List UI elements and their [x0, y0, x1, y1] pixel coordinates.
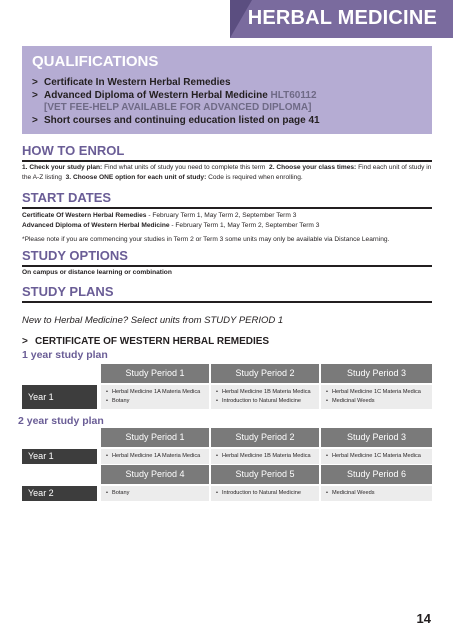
study-period-header: Study Period 4	[101, 465, 209, 484]
unit-name: Herbal Medicine 1C Materia Medica	[332, 453, 421, 459]
start-dates-note: *Please note if you are commencing your studies in Term 2 or Term 3 some units may only be available via Distance Learning.	[22, 236, 390, 243]
diploma-label: Advanced Diploma of Western Herbal Medicine	[22, 222, 170, 229]
study-period-cell	[321, 385, 432, 409]
unit-name: Botany	[112, 490, 130, 496]
unit-name: Botany	[112, 398, 130, 404]
year-label: Year 1	[22, 449, 97, 464]
qualifications-box	[22, 46, 432, 134]
unit-name: Herbal Medicine 1B Materia Medica	[222, 453, 311, 459]
unit-name: Medicinal Weeds	[332, 490, 375, 496]
qualification-code: HLT60112	[270, 89, 317, 101]
two-year-header-row-b	[22, 465, 432, 484]
bullet-arrow: >	[32, 89, 38, 101]
section-divider	[22, 265, 432, 267]
section-divider	[22, 301, 432, 303]
how-to-enrol-text	[22, 163, 434, 183]
qualifications-title: QUALIFICATIONS	[32, 53, 159, 70]
study-period-cell	[101, 385, 209, 409]
step3-text: Code is required when enrolling.	[206, 174, 303, 181]
unit-name: Herbal Medicine 1B Materia Medica	[222, 389, 311, 395]
step1-label: 1. Check your study plan:	[22, 164, 103, 171]
study-period-header: Study Period 2	[211, 428, 319, 447]
unit-name: Herbal Medicine 1A Materia Medica	[112, 389, 201, 395]
certificate-label: Certificate Of Western Herbal Remedies	[22, 212, 147, 219]
unit-item: • Herbal Medicine 1C Materia Medica	[326, 389, 421, 395]
step3-label: 3. Choose ONE option for each unit of study:	[65, 174, 207, 181]
study-plans-intro: New to Herbal Medicine? Select units from STUDY PERIOD 1	[22, 315, 284, 326]
start-dates-text	[22, 211, 434, 245]
unit-item: • Herbal Medicine 1A Materia Medica	[106, 389, 201, 395]
header-blank	[22, 428, 101, 447]
unit-item: • Herbal Medicine 1B Materia Medica	[216, 389, 311, 395]
unit-item: • Botany	[106, 398, 130, 404]
bullet-arrow: >	[22, 336, 28, 347]
unit-item: • Introduction to Natural Medicine	[216, 490, 301, 496]
unit-item: • Herbal Medicine 1B Materia Medica	[216, 453, 311, 459]
qualifications-list	[32, 77, 320, 127]
study-period-cell	[101, 486, 209, 501]
banner-title: HERBAL MEDICINE	[247, 7, 437, 29]
step1-text: Find what units of study you need to complete this term	[102, 164, 266, 171]
unit-name: Introduction to Natural Medicine	[222, 490, 301, 496]
study-period-cell	[321, 486, 432, 501]
bullet-arrow: >	[32, 77, 38, 88]
unit-name: Herbal Medicine 1A Materia Medica	[112, 453, 201, 459]
section-divider	[22, 160, 432, 162]
header-blank	[22, 465, 101, 484]
one-year-plan-label: 1 year study plan	[22, 349, 108, 361]
bullet-arrow: >	[32, 114, 38, 126]
section-divider	[22, 207, 432, 209]
unit-item: • Introduction to Natural Medicine	[216, 398, 301, 404]
study-period-cell	[211, 449, 319, 464]
qualification-item	[32, 90, 320, 103]
step2-label: 2. Choose your class times:	[269, 164, 357, 171]
study-period-header: Study Period 6	[321, 465, 432, 484]
qualification-item	[32, 77, 320, 90]
study-period-header: Study Period 5	[211, 465, 319, 484]
unit-item: • Medicinal Weeds	[326, 398, 375, 404]
study-period-cell	[101, 449, 209, 464]
step2-text: Find each unit of study in the A-Z listing	[22, 164, 432, 181]
page-number: 14	[416, 611, 431, 626]
unit-item: • Herbal Medicine 1A Materia Medica	[106, 453, 201, 459]
two-year-header-row-a	[22, 428, 432, 447]
fee-help-note: [VET FEE-HELP AVAILABLE FOR ADVANCED DIPLOMA]	[44, 102, 312, 113]
how-to-enrol-title: HOW TO ENROL	[22, 143, 125, 158]
unit-name: Herbal Medicine 1C Materia Medica	[332, 389, 421, 395]
study-period-cell	[321, 449, 432, 464]
qualification-name: Advanced Diploma of Western Herbal Medicine	[44, 89, 268, 101]
study-period-header: Study Period 3	[321, 428, 432, 447]
unit-name: Introduction to Natural Medicine	[222, 398, 301, 404]
study-period-header: Study Period 2	[211, 364, 319, 383]
short-courses-text: Short courses and continuing education listed on page 41	[44, 114, 320, 126]
certificate-dates: - February Term 1, May Term 2, September Term 3	[146, 212, 297, 219]
section-banner	[230, 0, 453, 38]
study-period-header: Study Period 1	[101, 428, 209, 447]
study-period-header: Study Period 3	[321, 364, 432, 383]
certificate-heading	[22, 336, 269, 347]
unit-item: • Herbal Medicine 1C Materia Medica	[326, 453, 421, 459]
short-courses-item	[32, 115, 320, 128]
study-options-title: STUDY OPTIONS	[22, 248, 128, 263]
year-label: Year 2	[22, 486, 97, 501]
study-plans-title: STUDY PLANS	[22, 284, 114, 299]
study-period-cell	[211, 486, 319, 501]
study-period-cell	[211, 385, 319, 409]
start-dates-line	[22, 211, 434, 221]
qualification-name: Certificate In Western Herbal Remedies	[44, 77, 231, 88]
diploma-dates: - February Term 1, May Term 2, September Term 3	[169, 222, 320, 229]
two-year-plan-label: 2 year study plan	[18, 415, 104, 427]
start-dates-title: START DATES	[22, 190, 112, 205]
certificate-heading-text: CERTIFICATE OF WESTERN HERBAL REMEDIES	[35, 336, 270, 347]
year-label: Year 1	[22, 385, 97, 409]
start-dates-line	[22, 221, 434, 231]
one-year-header-row	[22, 364, 432, 383]
study-period-header: Study Period 1	[101, 364, 209, 383]
unit-item: • Medicinal Weeds	[326, 490, 375, 496]
unit-item: • Botany	[106, 490, 130, 496]
unit-name: Medicinal Weeds	[332, 398, 375, 404]
study-options-text: On campus or distance learning or combination	[22, 269, 172, 276]
header-blank	[22, 364, 101, 383]
